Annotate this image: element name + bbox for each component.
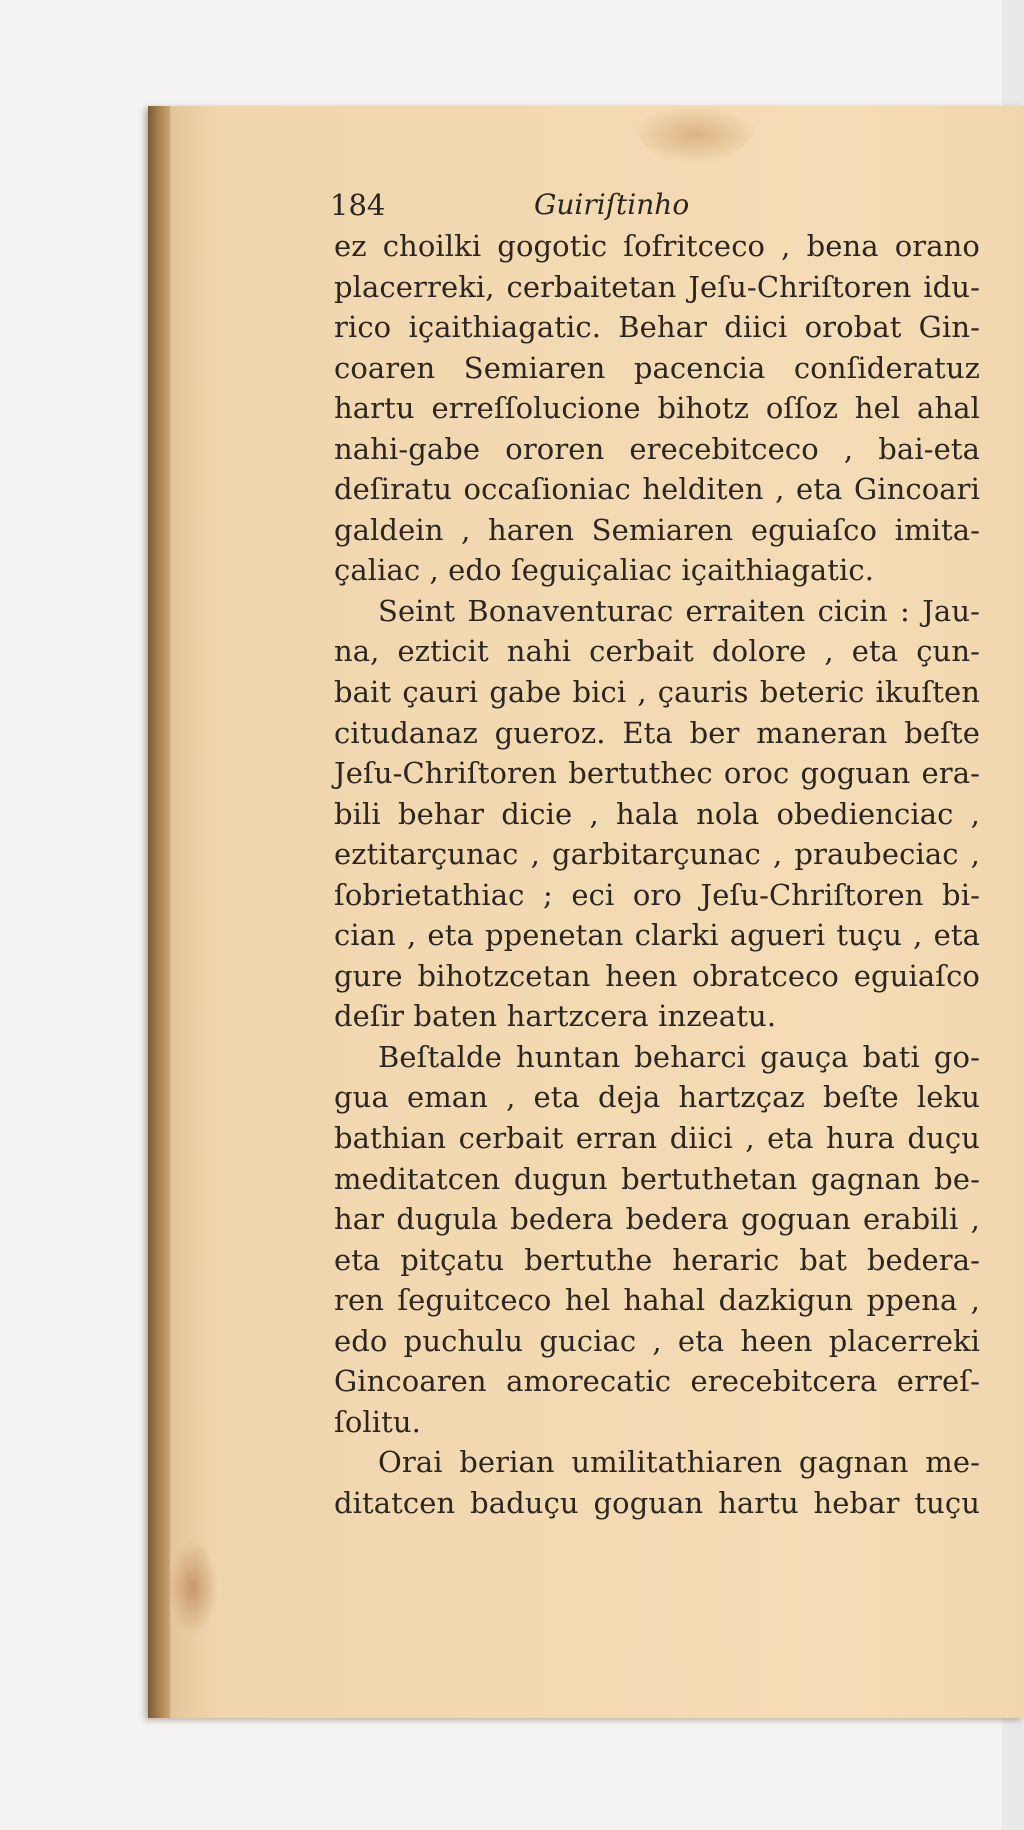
text-line: bathian cerbait erran diici , eta hura duçu: [334, 1121, 980, 1156]
text-line: eztitarçunac , garbitarçunac , praubeciac ,: [334, 837, 980, 872]
text-line: ſobrietathiac ; eci oro Jeſu-Chriſtoren bi-: [334, 877, 980, 912]
text-line: nahi-gabe ororen erecebitceco , bai-eta: [334, 431, 980, 466]
text-line: eta pitçatu bertuthe heraric bat bedera-: [334, 1242, 980, 1277]
body-text: [334, 226, 980, 1524]
text-line: gure bihotzcetan heen obratceco eguiaſco: [334, 958, 980, 993]
text-line: Seint Bonaventurac erraiten cicin : Jau-: [378, 593, 980, 628]
page-number: 184: [330, 188, 386, 222]
text-line: deſiratu occaſioniac helditen , eta Gincoari: [334, 472, 980, 507]
text-line: rico içaithiagatic. Behar diici orobat Gin-: [334, 310, 980, 345]
text-line: deſir baten hartzcera inzeatu.: [334, 999, 777, 1034]
text-line: placerreki, cerbaitetan Jeſu-Chriſtoren idu-: [334, 269, 980, 304]
text-line: ditatcen baduçu goguan hartu hebar tuçu: [334, 1485, 980, 1520]
text-line: hartu erreſſolucione bihotz oſſoz hel ahal: [334, 391, 980, 426]
text-line: ren ſeguitceco hel hahal dazkigun ppena ,: [334, 1283, 980, 1318]
text-line: bili behar dicie , hala nola obedienciac ,: [334, 796, 980, 831]
text-line: Orai berian umilitathiaren gagnan me-: [378, 1445, 980, 1480]
text-line: Gincoaren amorecatic erecebitcera erreſ-: [334, 1364, 980, 1399]
text-line: Jeſu-Chriſtoren bertuthec oroc goguan era-: [334, 756, 980, 791]
text-line: bait çauri gabe bici , çauris beteric ikuſten: [334, 675, 980, 710]
text-line: cian , eta ppenetan clarki agueri tuçu , eta: [334, 918, 980, 953]
text-line: galdein , haren Semiaren eguiaſco imita-: [334, 512, 980, 547]
text-line: har dugula bedera bedera goguan erabili ,: [334, 1202, 980, 1237]
text-line: na, ezticit nahi cerbait dolore , eta çun-: [334, 634, 980, 669]
text-line: çaliac , edo ſeguiçaliac içaithiagatic.: [334, 553, 875, 588]
text-line: coaren Semiaren pacencia conſideratuz: [334, 350, 980, 385]
text-line: Beſtalde huntan beharci gauça bati go-: [378, 1039, 980, 1074]
text-line: gua eman , eta deja hartzçaz beſte leku: [334, 1080, 980, 1115]
text-line: meditatcen dugun bertuthetan gagnan be-: [334, 1161, 980, 1196]
paper-stain: [168, 1540, 218, 1635]
page-header: [330, 188, 890, 224]
text-line: edo puchulu guciac , eta heen placerreki: [334, 1323, 980, 1358]
text-line: ez choilki gogotic ſofritceco , bena orano: [334, 229, 980, 263]
running-title: Guiriſtinho: [534, 188, 690, 221]
page-binding-edge: [148, 106, 170, 1718]
text-line: citudanaz gueroz. Eta ber maneran beſte: [334, 715, 980, 750]
text-line: ſolitu.: [334, 1404, 421, 1439]
